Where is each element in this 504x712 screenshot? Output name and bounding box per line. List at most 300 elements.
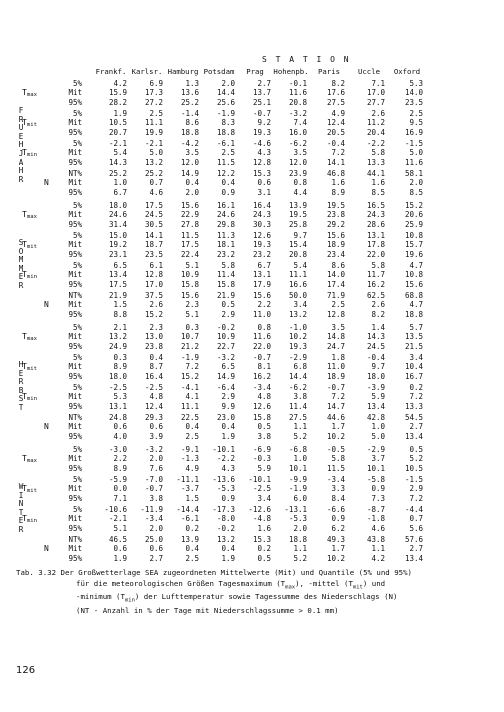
variable-label xyxy=(44,422,49,431)
column-header: Hamburg xyxy=(167,67,199,76)
table-cell: 0.9 xyxy=(221,187,235,197)
table-caption xyxy=(16,568,491,617)
table-cell: 25.1 xyxy=(252,97,271,107)
table-row xyxy=(0,79,504,88)
table-cell: 17.0 xyxy=(366,88,385,98)
variable-symbol: T xyxy=(22,210,27,220)
row-label: Mit xyxy=(68,300,82,310)
season-letter: T xyxy=(18,507,24,517)
table-cell: 5.8 xyxy=(221,261,235,270)
table-cell: 11.1 xyxy=(288,270,307,280)
table-cell: 15.7 xyxy=(404,240,423,250)
table-cell: 28.6 xyxy=(366,219,385,229)
table-cell: -3.4 xyxy=(252,383,271,392)
table-cell: 1.9 xyxy=(113,109,127,118)
table-cell: -0.2 xyxy=(216,523,235,533)
table-row xyxy=(0,106,504,118)
season-letter: J xyxy=(18,149,24,158)
table-cell: 7.2 xyxy=(331,148,345,158)
table-cell: 15.6 xyxy=(180,201,199,210)
table-cell: 0.2 xyxy=(257,544,271,554)
table-cell: 20.8 xyxy=(288,249,307,259)
table-row xyxy=(0,383,504,392)
row-label: 95% xyxy=(68,371,82,381)
table-cell: 27.5 xyxy=(326,97,345,107)
table-cell: 0.5 xyxy=(257,422,271,432)
row-label: 5% xyxy=(72,353,82,362)
table-cell: -2.1 xyxy=(108,139,127,148)
table-cell: 8.8 xyxy=(113,309,127,319)
table-cell: 24.6 xyxy=(108,210,127,220)
table-cell: 2.5 xyxy=(185,431,199,441)
table-cell: -4.8 xyxy=(252,514,271,524)
table-row xyxy=(0,210,504,219)
row-label: NT% xyxy=(68,291,82,300)
table-cell: 4.6 xyxy=(371,523,385,533)
table-cell: 19.9 xyxy=(144,127,163,137)
table-cell: 13.1 xyxy=(252,270,271,280)
table-cell: 0.9 xyxy=(221,493,235,503)
table-cell: 22.7 xyxy=(216,341,235,351)
table-row xyxy=(0,454,504,463)
table-cell: 43.8 xyxy=(366,535,385,544)
table-cell: 1.0 xyxy=(293,454,307,464)
table-cell: 14.0 xyxy=(404,88,423,98)
variable-symbol: N xyxy=(44,300,49,310)
table-cell: 11.5 xyxy=(326,463,345,473)
table-cell: -8.7 xyxy=(366,505,385,514)
table-cell: -6.1 xyxy=(180,514,199,524)
table-cell: 44.6 xyxy=(326,413,345,422)
table-cell: 5.1 xyxy=(113,523,127,533)
table-row xyxy=(0,88,504,97)
table-cell: 3.5 xyxy=(293,148,307,158)
table-row xyxy=(0,148,504,157)
table-cell: -1.8 xyxy=(366,514,385,524)
table-cell: 21.9 xyxy=(216,291,235,300)
table-cell: 1.5 xyxy=(113,300,127,310)
table-cell: 21.5 xyxy=(404,341,423,351)
table-cell: 22.5 xyxy=(180,413,199,422)
variable-symbol: T xyxy=(22,362,27,372)
table-cell: 3.4 xyxy=(257,493,271,503)
row-label: Mit xyxy=(68,484,82,494)
row-label: 95% xyxy=(68,127,82,137)
row-label: Mit xyxy=(68,88,82,98)
table-cell: 3.8 xyxy=(293,392,307,402)
season-letter: S xyxy=(18,394,24,404)
table-cell: -1.5 xyxy=(404,139,423,148)
table-cell: 27.2 xyxy=(144,97,163,107)
table-cell: 24.5 xyxy=(144,210,163,220)
row-label: 5% xyxy=(72,109,82,118)
season-letter: T xyxy=(18,403,24,412)
variable-symbol: N xyxy=(44,422,49,432)
table-cell: -2.2 xyxy=(366,139,385,148)
table-cell: 12.8 xyxy=(144,270,163,280)
table-cell: 6.1 xyxy=(149,261,163,270)
table-cell: 2.9 xyxy=(221,392,235,402)
table-row xyxy=(0,475,504,484)
table-cell: 10.1 xyxy=(366,463,385,473)
table-cell: 14.0 xyxy=(326,270,345,280)
table-cell: 0.7 xyxy=(409,514,423,524)
table-cell: 5.8 xyxy=(331,454,345,464)
table-cell: 2.9 xyxy=(221,309,235,319)
table-row xyxy=(0,188,504,197)
table-cell: 6.9 xyxy=(149,79,163,88)
table-cell: 7.2 xyxy=(331,392,345,402)
table-cell: 17.9 xyxy=(252,279,271,289)
variable-symbol: N xyxy=(44,544,49,554)
table-cell: 13.2 xyxy=(216,535,235,544)
table-cell: 1.9 xyxy=(221,431,235,441)
table-cell: 11.0 xyxy=(252,309,271,319)
table-cell: 62.5 xyxy=(366,291,385,300)
table-cell: 2.0 xyxy=(409,178,423,188)
season-letter: E xyxy=(18,516,24,526)
table-cell: 18.0 xyxy=(366,371,385,381)
table-cell: 14.4 xyxy=(216,88,235,98)
table-cell: 1.1 xyxy=(371,544,385,554)
table-cell: 54.5 xyxy=(404,413,423,422)
table-cell: 4.2 xyxy=(371,553,385,563)
row-label: 95% xyxy=(68,341,82,351)
row-label: Mit xyxy=(68,240,82,250)
table-cell: 23.4 xyxy=(326,249,345,259)
table-cell: 27.5 xyxy=(288,413,307,422)
table-cell: 18.9 xyxy=(326,240,345,250)
table-row xyxy=(0,300,504,309)
table-cell: 25.9 xyxy=(404,219,423,229)
table-cell: 11.4 xyxy=(288,401,307,411)
caption-line-2 xyxy=(16,579,491,593)
row-label: NT% xyxy=(68,413,82,422)
table-cell: 13.1 xyxy=(108,401,127,411)
table-cell: 13.6 xyxy=(180,88,199,98)
variable-symbol: T xyxy=(22,454,27,464)
table-row xyxy=(0,220,504,229)
column-header: Hohenpb. xyxy=(273,67,309,76)
table-cell: 57.6 xyxy=(404,535,423,544)
table-cell: 5.2 xyxy=(409,454,423,464)
table-cell: 4.3 xyxy=(221,463,235,473)
table-cell: 29.3 xyxy=(144,413,163,422)
row-label: Mit xyxy=(68,178,82,188)
season-letter: H xyxy=(18,166,24,176)
season-letter: M xyxy=(18,263,24,273)
table-cell: -13.6 xyxy=(212,475,235,484)
season-letter: R xyxy=(18,114,24,124)
table-cell: 3.1 xyxy=(257,187,271,197)
table-cell: 15.3 xyxy=(252,169,271,178)
table-cell: 22.0 xyxy=(252,341,271,351)
table-cell: 1.5 xyxy=(185,493,199,503)
table-cell: 19.3 xyxy=(288,341,307,351)
variable-symbol: T xyxy=(22,270,27,280)
table-cell: 23.1 xyxy=(108,249,127,259)
table-cell: 12.0 xyxy=(288,157,307,167)
table-row xyxy=(0,402,504,411)
table-cell: 14.4 xyxy=(288,371,307,381)
table-cell: 16.5 xyxy=(366,201,385,210)
table-cell: 21.2 xyxy=(180,341,199,351)
row-label: Mit xyxy=(68,514,82,524)
table-cell: 2.1 xyxy=(113,323,127,332)
table-cell: 68.8 xyxy=(404,291,423,300)
row-label: 95% xyxy=(68,523,82,533)
table-cell: 2.0 xyxy=(149,454,163,464)
table-cell: 5.9 xyxy=(257,463,271,473)
table-cell: -6.2 xyxy=(288,139,307,148)
table-cell: 22.4 xyxy=(180,249,199,259)
season-letter: F xyxy=(18,106,24,115)
variable-symbol: T xyxy=(22,332,27,342)
table-cell: 24.3 xyxy=(366,210,385,220)
season-letter: R xyxy=(18,174,24,184)
table-cell: -1.9 xyxy=(180,353,199,362)
table-cell: 0.7 xyxy=(149,178,163,188)
table-cell: -2.1 xyxy=(108,514,127,524)
caption-line-3 xyxy=(16,592,491,606)
variable-subscript: min xyxy=(26,152,37,159)
table-cell: 2.6 xyxy=(371,300,385,310)
table-cell: 12.2 xyxy=(216,169,235,178)
table-cell: 10.2 xyxy=(326,431,345,441)
table-cell: 27.8 xyxy=(180,219,199,229)
column-header: Uccle xyxy=(358,67,380,76)
table-cell: 24.9 xyxy=(108,341,127,351)
table-cell: 19.3 xyxy=(252,127,271,137)
variable-symbol: T xyxy=(22,88,27,98)
table-cell: 17.5 xyxy=(108,279,127,289)
table-cell: 16.0 xyxy=(288,127,307,137)
table-cell: -0.4 xyxy=(366,353,385,362)
variable-subscript: max xyxy=(26,458,37,465)
row-label: 95% xyxy=(68,309,82,319)
table-cell: 5.3 xyxy=(409,79,423,88)
table-cell: 0.9 xyxy=(371,484,385,494)
row-label: 5% xyxy=(72,201,82,210)
table-cell: 24.5 xyxy=(366,341,385,351)
table-cell: 10.5 xyxy=(108,118,127,128)
table-cell: 19.3 xyxy=(252,240,271,250)
table-row xyxy=(0,291,504,300)
table-cell: 0.2 xyxy=(409,383,423,392)
table-row xyxy=(0,554,504,563)
table-cell: 18.7 xyxy=(144,240,163,250)
table-cell: 11.4 xyxy=(216,270,235,280)
table-cell: 6.0 xyxy=(293,493,307,503)
table-cell: 46.8 xyxy=(326,169,345,178)
table-cell: 1.0 xyxy=(371,422,385,432)
table-cell: -1.3 xyxy=(180,454,199,464)
table-cell: -6.9 xyxy=(252,445,271,454)
table-cell: 13.2 xyxy=(288,309,307,319)
table-row xyxy=(0,432,504,441)
column-header: Frankf. xyxy=(95,67,127,76)
table-cell: 10.8 xyxy=(404,231,423,240)
row-label: Mit xyxy=(68,422,82,432)
table-cell: 8.9 xyxy=(113,362,127,372)
table-cell: 50.0 xyxy=(288,291,307,300)
table-row xyxy=(0,114,504,129)
table-cell: 2.6 xyxy=(371,109,385,118)
caption-sub: mit xyxy=(352,583,363,590)
table-cell: 8.9 xyxy=(113,463,127,473)
page-number: 126 xyxy=(16,665,36,676)
table-row xyxy=(0,505,504,514)
table-cell: 2.7 xyxy=(409,544,423,554)
row-label: 95% xyxy=(68,157,82,167)
table-cell: 2.7 xyxy=(257,79,271,88)
season-letter: W xyxy=(18,482,24,491)
table-cell: 15.4 xyxy=(288,240,307,250)
caption-line-4: (NT - Anzahl in % der Tage mit Niederschlagssumme > 0.1 mm) xyxy=(76,606,339,616)
table-cell: 17.5 xyxy=(180,240,199,250)
table-cell: 8.6 xyxy=(185,118,199,128)
table-cell: 0.6 xyxy=(257,178,271,188)
table-cell: -4.4 xyxy=(404,505,423,514)
table-cell: -1.0 xyxy=(288,323,307,332)
row-label: 95% xyxy=(68,431,82,441)
table-cell: 11.1 xyxy=(144,118,163,128)
table-cell: 5.4 xyxy=(113,148,127,158)
caption-text: -minimum (T xyxy=(76,592,125,602)
table-cell: 4.3 xyxy=(257,148,271,158)
table-cell: 11.5 xyxy=(180,231,199,240)
table-cell: -11.9 xyxy=(140,505,163,514)
table-cell: -4.1 xyxy=(180,383,199,392)
table-cell: 0.4 xyxy=(185,178,199,188)
table-cell: 4.9 xyxy=(185,463,199,473)
variable-subscript: mit xyxy=(26,244,37,251)
caption-line-1: Tab. 3.32 Der Großwetterlage SEA zugeordneten Mittelwerte (Mit) und Quantile (5% und 95%) xyxy=(16,568,413,577)
table-cell: 3.8 xyxy=(257,431,271,441)
table-cell: 7.6 xyxy=(149,463,163,473)
table-row xyxy=(0,128,504,137)
table-cell: 20.4 xyxy=(366,127,385,137)
variable-subscript: mit xyxy=(26,488,37,495)
table-cell: 0.6 xyxy=(113,422,127,432)
column-header: Potsdam xyxy=(203,67,235,76)
table-cell: 4.4 xyxy=(293,187,307,197)
table-cell: 5.3 xyxy=(113,392,127,402)
table-cell: 5.8 xyxy=(371,148,385,158)
row-label: Mit xyxy=(68,332,82,342)
variable-symbol: T xyxy=(22,118,27,128)
table-cell: 0.4 xyxy=(185,422,199,432)
table-cell: 6.7 xyxy=(257,261,271,270)
table-cell: 0.4 xyxy=(221,422,235,432)
table-cell: 5.4 xyxy=(293,261,307,270)
season-letter: O xyxy=(18,246,24,256)
table-cell: 7.1 xyxy=(371,79,385,88)
table-cell: 0.4 xyxy=(221,178,235,188)
table-cell: -0.1 xyxy=(288,79,307,88)
table-cell: 11.1 xyxy=(180,401,199,411)
table-cell: 15.6 xyxy=(404,279,423,289)
table-cell: 2.3 xyxy=(185,300,199,310)
table-cell: 10.9 xyxy=(180,270,199,280)
table-cell: 16.6 xyxy=(288,279,307,289)
season-letter: E xyxy=(18,368,24,378)
table-cell: 0.3 xyxy=(113,353,127,362)
table-cell: 7.3 xyxy=(371,493,385,503)
table-cell: -1.4 xyxy=(180,109,199,118)
row-label: 95% xyxy=(68,187,82,197)
table-cell: -0.4 xyxy=(326,139,345,148)
table-cell: 16.9 xyxy=(404,127,423,137)
table-cell: 13.4 xyxy=(404,431,423,441)
table-row xyxy=(0,261,504,270)
table-cell: 15.2 xyxy=(180,371,199,381)
table-cell: 17.6 xyxy=(326,88,345,98)
table-cell: 7.2 xyxy=(409,493,423,503)
table-row xyxy=(0,535,504,544)
table-cell: -2.9 xyxy=(366,445,385,454)
table-cell: 1.6 xyxy=(257,523,271,533)
table-cell: 13.4 xyxy=(108,270,127,280)
table-cell: -9.9 xyxy=(288,475,307,484)
table-cell: 13.4 xyxy=(404,553,423,563)
table-cell: 2.0 xyxy=(293,523,307,533)
table-cell: 8.4 xyxy=(331,493,345,503)
table-cell: 8.1 xyxy=(257,362,271,372)
table-row xyxy=(0,484,504,493)
table-cell: 30.5 xyxy=(144,219,163,229)
table-cell: -14.4 xyxy=(176,505,199,514)
row-label: 5% xyxy=(72,261,82,270)
row-label: 5% xyxy=(72,475,82,484)
table-cell: -0.7 xyxy=(252,109,271,118)
variable-symbol: N xyxy=(44,178,49,188)
table-cell: 1.9 xyxy=(113,553,127,563)
table-cell: 15.8 xyxy=(252,413,271,422)
table-cell: 0.3 xyxy=(185,323,199,332)
table-cell: 2.0 xyxy=(149,523,163,533)
table-cell: 2.5 xyxy=(185,553,199,563)
table-row xyxy=(0,422,504,431)
row-label: 95% xyxy=(68,463,82,473)
table-row xyxy=(0,240,504,249)
table-cell: 3.5 xyxy=(185,148,199,158)
table-cell: -3.4 xyxy=(326,475,345,484)
table-cell: 24.8 xyxy=(108,413,127,422)
table-cell: 4.8 xyxy=(257,392,271,402)
table-cell: 1.1 xyxy=(293,422,307,432)
table-cell: 24.3 xyxy=(252,210,271,220)
table-cell: -2.5 xyxy=(144,383,163,392)
table-cell: -3.0 xyxy=(108,445,127,454)
table-cell: 10.8 xyxy=(404,270,423,280)
table-cell: -4.2 xyxy=(180,139,199,148)
table-cell: 5.0 xyxy=(149,148,163,158)
table-cell: -0.2 xyxy=(216,323,235,332)
table-cell: -5.8 xyxy=(366,475,385,484)
caption-text: ), -mittel (T xyxy=(295,578,353,588)
table-cell: 15.2 xyxy=(144,309,163,319)
table-cell: -5.9 xyxy=(108,475,127,484)
table-cell: 13.9 xyxy=(180,535,199,544)
table-cell: 58.1 xyxy=(404,169,423,178)
table-cell: -10.6 xyxy=(104,505,127,514)
row-label: 95% xyxy=(68,97,82,107)
table-row xyxy=(0,270,504,279)
table-cell: 13.5 xyxy=(404,332,423,342)
variable-label xyxy=(44,178,49,187)
table-cell: 2.5 xyxy=(221,148,235,158)
